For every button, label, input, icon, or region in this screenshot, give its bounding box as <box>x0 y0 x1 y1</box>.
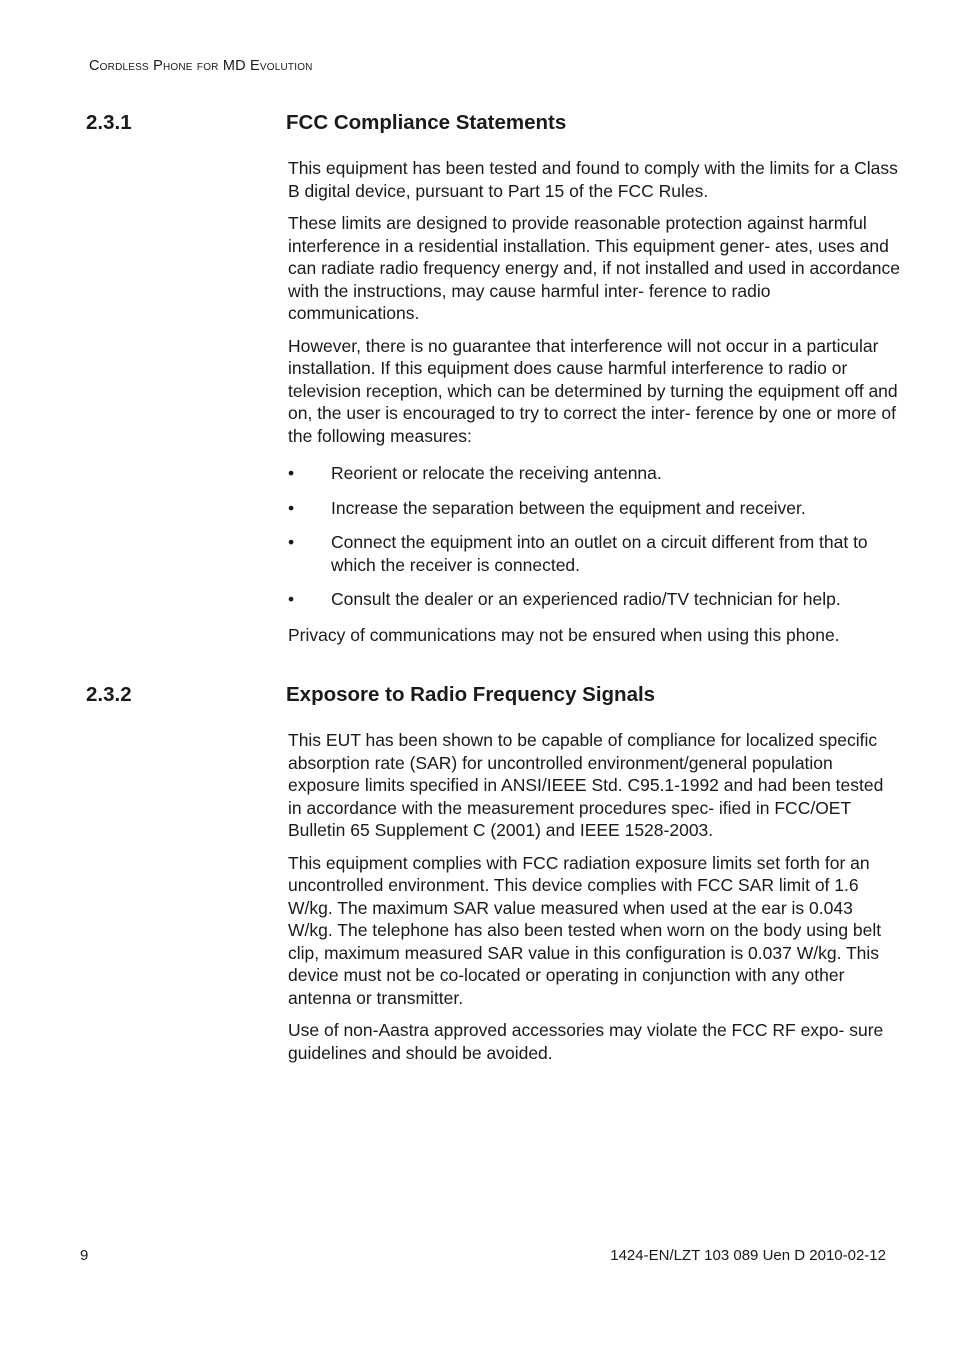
list-item <box>288 497 900 520</box>
bullet-icon: • <box>288 463 295 483</box>
paragraph: However, there is no guarantee that interference will not occur in a particular installation. If this equipment does cause harmful interference to radio or television reception, which can be determined by turning the equipment off and on, the user is encouraged to try to correct the inter- ference by one or more of the following measures: <box>288 335 898 446</box>
measures-list <box>288 462 900 611</box>
document-id: 1424-EN/LZT 103 089 Uen D 2010-02-12 <box>610 1247 886 1264</box>
bullet-icon: • <box>288 532 295 552</box>
paragraph: These limits are designed to provide reasonable protection against harmful interference in a residential installation. This equipment gener- ates, uses and can radiate radio frequency energy and, if not installed and used in accordance with the instructions, may cause harmful inter- ference to radio communications. <box>288 213 900 323</box>
list-item-text: Connect the equipment into an outlet on a circuit different from that to which the receiver is connected. <box>331 532 868 575</box>
paragraph: This EUT has been shown to be capable of compliance for localized specific absorption rate (SAR) for uncontrolled environment/general population exposure limits specified in ANSI/IEEE Std. C95.1-1992 and had been tested in accordance with the measurement procedures spec- ified in FCC/OET Bulletin 65 Supplement C (2001) and IEEE 1528-2003. <box>288 730 884 840</box>
page-number: 9 <box>80 1247 89 1264</box>
list-item <box>288 462 900 485</box>
section-number: 2.3.2 <box>86 683 132 706</box>
bullet-icon: • <box>288 497 295 518</box>
paragraph: This equipment has been tested and found to comply with the limits for a Class B digital device, pursuant to Part 15 of the FCC Rules. <box>288 158 898 201</box>
list-item <box>288 531 900 576</box>
section-number: 2.3.1 <box>86 111 132 134</box>
paragraph: This equipment complies with FCC radiation exposure limits set forth for an uncontrolled environment. This device complies with FCC SAR limit of 1.6 W/kg. The maximum SAR value measured when used at the ear is 0.043 W/kg. The telephone has also been tested when worn on the body using belt clip, maximum measured SAR value in this configuration is 0.037 W/kg. This device must not be co-located or operating in conjunction with any other antenna or transmitter. <box>288 852 882 1008</box>
section-body-2-3-1 <box>288 157 900 656</box>
section-title: FCC Compliance Statements <box>286 111 567 134</box>
list-item-text: Reorient or relocate the receiving antenna. <box>331 463 662 483</box>
list-item-text: Increase the separation between the equipment and receiver. <box>331 497 806 518</box>
paragraph: Privacy of communications may not be ensured when using this phone. <box>288 624 840 645</box>
running-header: Cordless Phone for MD Evolution <box>89 58 313 74</box>
section-body-2-3-2 <box>288 729 900 1074</box>
list-item-text: Consult the dealer or an experienced radio/TV technician for help. <box>331 589 841 609</box>
section-title: Exposore to Radio Frequency Signals <box>286 683 656 706</box>
list-item <box>288 588 900 611</box>
paragraph: Use of non-Aastra approved accessories may violate the FCC RF expo- sure guidelines and should be avoided. <box>288 1020 884 1063</box>
bullet-icon: • <box>288 589 295 609</box>
